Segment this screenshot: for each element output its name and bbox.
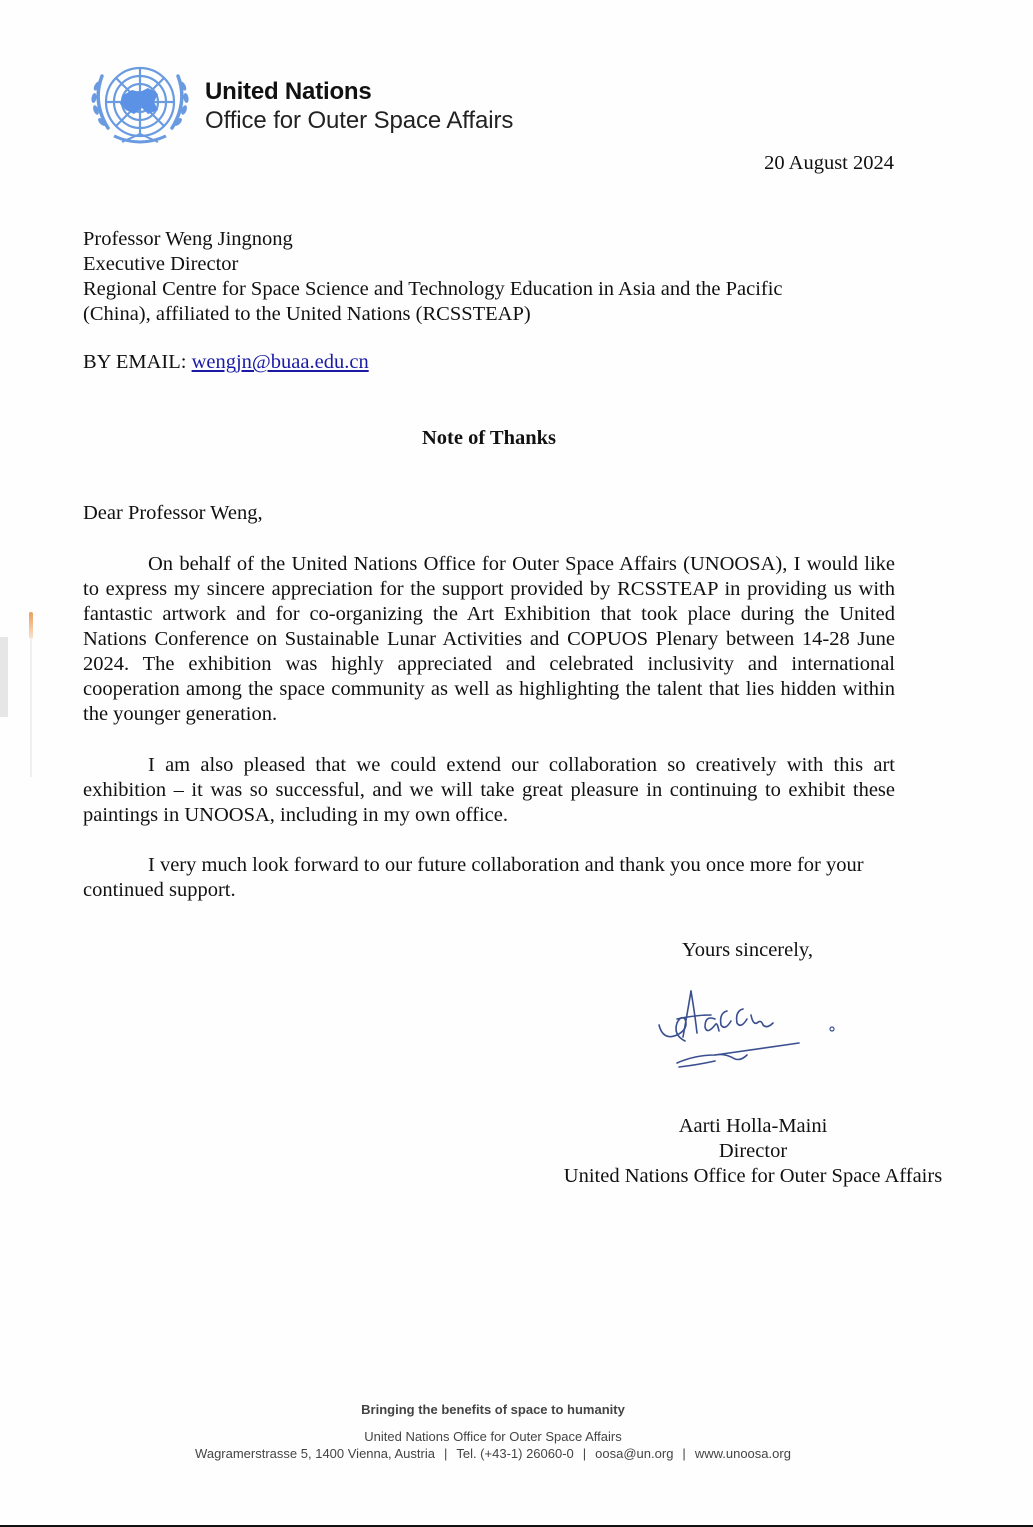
- footer-separator: |: [582, 1446, 587, 1461]
- body-paragraph-2: I am also pleased that we could extend our collaboration so creatively with this art exhibition – it was so successful, and we will take great pleasure in continuing to exhibit these paintings in UNOOSA, including in my own office.: [83, 754, 895, 826]
- by-email-line: [83, 351, 369, 374]
- recipient-name: Professor Weng Jingnong: [83, 228, 293, 250]
- letterhead-org-name: [205, 78, 513, 136]
- un-emblem-icon: [88, 62, 192, 152]
- by-email-label: BY EMAIL:: [83, 351, 192, 373]
- footer-tagline: Bringing the benefits of space to humanity: [361, 1402, 625, 1417]
- footer-address: Wagramerstrasse 5, 1400 Vienna, Austria: [195, 1446, 435, 1461]
- signatory-name: Aarti Holla-Maini: [678, 1115, 828, 1137]
- letter-subject: Note of Thanks: [421, 427, 557, 449]
- recipient-institution-cont: (China), affiliated to the United Nations (RCSSTEAP): [83, 303, 531, 325]
- body-paragraph-1: On behalf of the United Nations Office for Outer Space Affairs (UNOOSA), I would like to express my sincere appreciation for the support provided by RCSSTEAP in providing us with fantastic artwork and for co-organizing the Art Exhibition that took place during the United Nations Conference on Sustainable Lunar Activities and COPUOS Plenary between 14-28 June 2024. The exhibition was highly appreciated and celebrated inclusivity and international cooperation among the space community as well as highlighting the talent that lies hidden within the younger generation.: [83, 553, 895, 725]
- footer-email: oosa@un.org: [595, 1446, 674, 1461]
- letter-date: 20 August 2024: [764, 152, 894, 174]
- signatory-block: [552, 1114, 954, 1189]
- signatory-title: Director: [718, 1140, 788, 1162]
- footer-separator: |: [682, 1446, 686, 1461]
- recipient-title: Executive Director: [83, 253, 239, 275]
- footer-phone: Tel. (+43-1) 26060-0: [456, 1446, 574, 1461]
- closing: Yours sincerely,: [682, 939, 813, 961]
- salutation: Dear Professor Weng,: [83, 502, 263, 524]
- signatory-organization: United Nations Office for Outer Space Affairs: [563, 1165, 943, 1187]
- footer-separator: |: [443, 1446, 448, 1461]
- scan-edge-shadow: [0, 637, 8, 717]
- letter-footer: [0, 1402, 986, 1462]
- handwritten-signature-icon: [655, 985, 845, 1075]
- footer-organization: United Nations Office for Outer Space Affairs: [364, 1429, 622, 1444]
- recipient-email-link[interactable]: wengjn@buaa.edu.cn: [191, 351, 369, 373]
- recipient-institution: Regional Centre for Space Science and Technology Education in Asia and the Pacific: [83, 278, 783, 300]
- org-name-line2: Office for Outer Space Affairs: [205, 107, 514, 134]
- recipient-address: [83, 227, 783, 327]
- org-name-line1: United Nations: [205, 78, 372, 105]
- footer-contact-line: [0, 1445, 986, 1462]
- footer-website: www.unoosa.org: [694, 1446, 791, 1461]
- scan-edge-mark: [29, 612, 33, 638]
- body-paragraph-3: I very much look forward to our future collaboration and thank you once more for your continued support.: [83, 854, 864, 901]
